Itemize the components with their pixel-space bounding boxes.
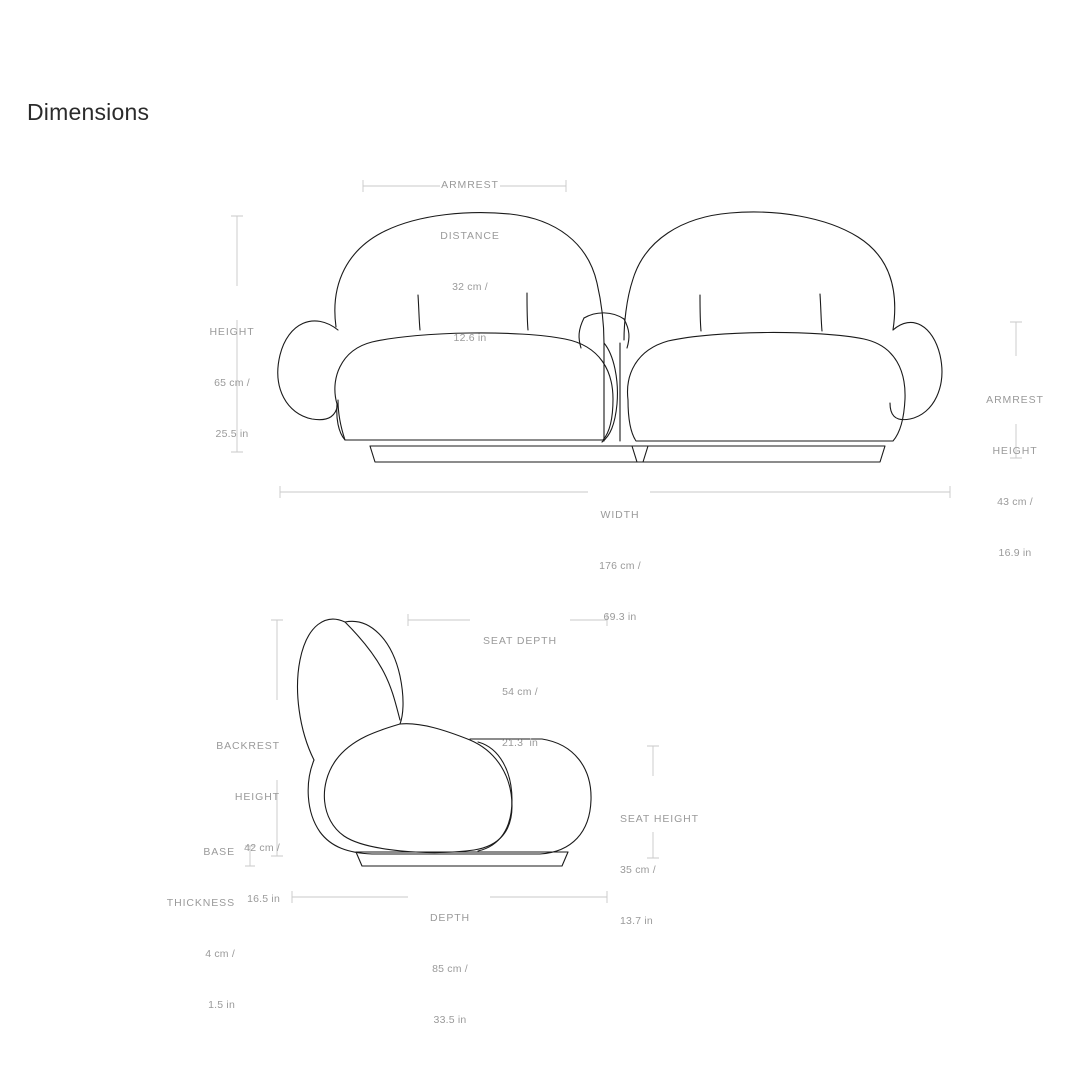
armrest-height-value-imperial: 16.9 in bbox=[998, 547, 1032, 559]
width-value-imperial: 69.3 in bbox=[603, 611, 637, 623]
annotation-armrest-distance bbox=[410, 143, 530, 381]
base-thickness-label-line2: THICKNESS bbox=[166, 897, 235, 909]
height-value-metric: 65 cm / bbox=[214, 377, 250, 389]
armrest-distance-value-imperial: 12.6 in bbox=[453, 332, 487, 344]
width-label: WIDTH bbox=[600, 509, 640, 521]
armrest-height-label-line2: HEIGHT bbox=[992, 445, 1038, 457]
seat-height-value-imperial: 13.7 in bbox=[620, 915, 653, 927]
armrest-height-value-metric: 43 cm / bbox=[997, 496, 1033, 508]
base-thickness-value-metric: 4 cm / bbox=[205, 948, 235, 960]
armrest-distance-label-line2: DISTANCE bbox=[440, 230, 500, 242]
armrest-distance-value-metric: 32 cm / bbox=[452, 281, 488, 293]
backrest-height-label-line2: HEIGHT bbox=[234, 791, 280, 803]
height-label: HEIGHT bbox=[209, 326, 255, 338]
page-title: Dimensions bbox=[27, 99, 150, 126]
base-thickness-value-imperial: 1.5 in bbox=[208, 999, 235, 1011]
depth-value-imperial: 33.5 in bbox=[433, 1014, 467, 1026]
annotation-depth bbox=[395, 876, 505, 1063]
seat-depth-value-imperial: 21.3 in bbox=[501, 737, 539, 749]
armrest-distance-label-line1: ARMREST bbox=[441, 179, 499, 191]
height-value-imperial: 25.5 in bbox=[215, 428, 249, 440]
depth-value-metric: 85 cm / bbox=[432, 963, 468, 975]
backrest-height-value-metric: 42 cm / bbox=[244, 842, 280, 854]
depth-label: DEPTH bbox=[429, 912, 471, 924]
backrest-height-label-line1: BACKREST bbox=[216, 740, 280, 752]
base-thickness-label-line1: BASE bbox=[203, 846, 235, 858]
width-value-metric: 176 cm / bbox=[599, 560, 641, 572]
seat-height-value-metric: 35 cm / bbox=[620, 864, 656, 876]
annotation-height bbox=[182, 290, 282, 477]
seat-height-label: SEAT HEIGHT bbox=[620, 813, 699, 825]
annotation-seat-depth bbox=[455, 599, 585, 786]
annotation-base-thickness bbox=[120, 810, 235, 1048]
seat-depth-label: SEAT DEPTH bbox=[483, 635, 557, 647]
annotation-seat-height bbox=[620, 777, 750, 964]
annotation-armrest-height bbox=[965, 358, 1065, 596]
backrest-height-value-imperial: 16.5 in bbox=[247, 893, 280, 905]
armrest-height-label-line1: ARMREST bbox=[986, 394, 1044, 406]
front-view-right-module bbox=[624, 212, 942, 462]
seat-depth-value-metric: 54 cm / bbox=[502, 686, 538, 698]
